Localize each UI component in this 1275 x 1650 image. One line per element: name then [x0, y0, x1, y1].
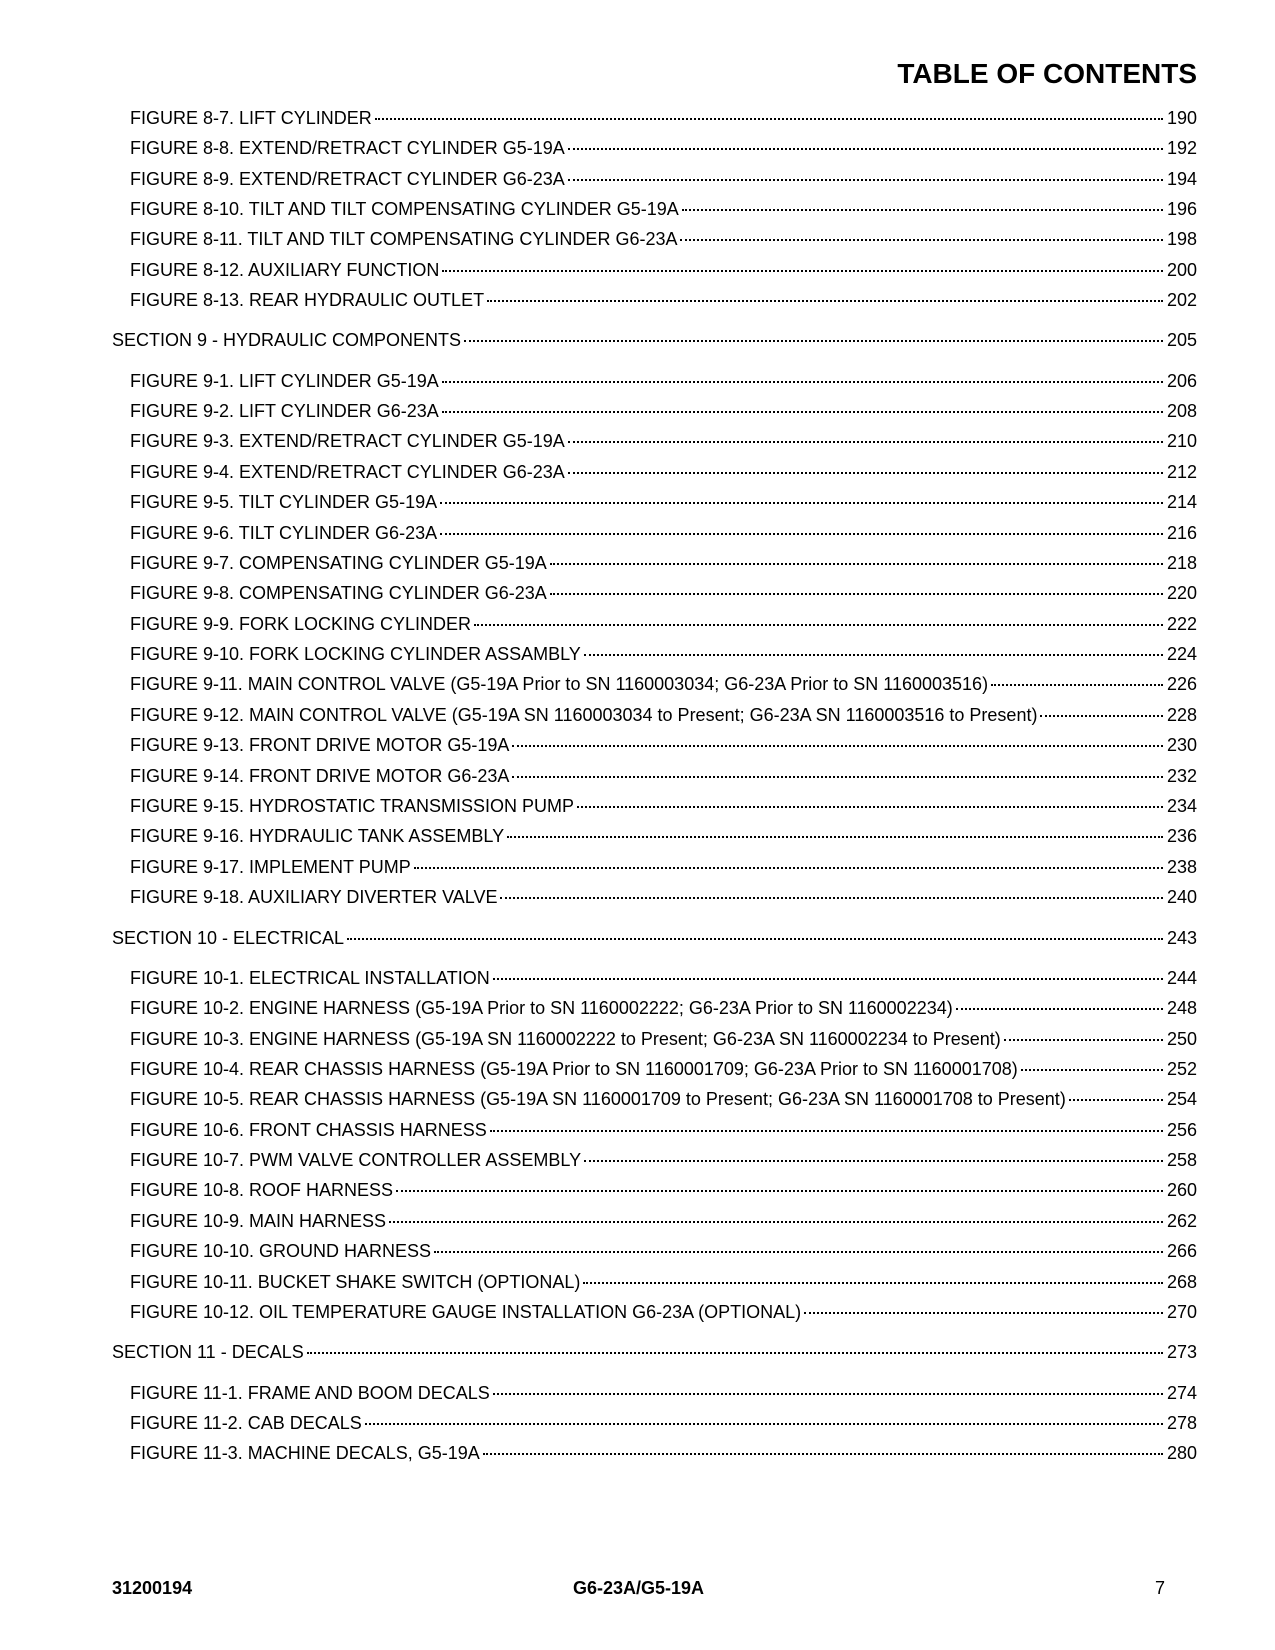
- toc-entry-page: 198: [1166, 229, 1197, 249]
- toc-figure-entry[interactable]: [0, 399, 1197, 423]
- toc-entry-page: 273: [1166, 1342, 1197, 1362]
- toc-figure-entry[interactable]: [0, 966, 1197, 990]
- dot-leader: [1021, 1069, 1163, 1071]
- dot-leader: [414, 867, 1163, 869]
- dot-leader: [568, 179, 1163, 181]
- toc-entry-label: FIGURE 8-12. AUXILIARY FUNCTION: [130, 260, 440, 280]
- toc-entry-page: 234: [1166, 796, 1197, 816]
- dot-leader: [568, 441, 1163, 443]
- toc-figure-entry[interactable]: [0, 1381, 1197, 1405]
- toc-entry-label: FIGURE 9-10. FORK LOCKING CYLINDER ASSAMBLY: [130, 644, 581, 664]
- toc-entry-label: FIGURE 9-12. MAIN CONTROL VALVE (G5-19A SN 1160003034 to Present; G6-23A SN 1160003516 to Present): [130, 705, 1038, 725]
- toc-figure-entry[interactable]: [0, 764, 1197, 788]
- model-name: G6-23A/G5-19A: [572, 1578, 705, 1598]
- toc-entry-label: FIGURE 8-11. TILT AND TILT COMPENSATING CYLINDER G6-23A: [130, 229, 678, 249]
- toc-entry-label: FIGURE 10-12. OIL TEMPERATURE GAUGE INSTALLATION G6-23A (OPTIONAL): [130, 1302, 802, 1322]
- dot-leader: [550, 593, 1163, 595]
- toc-entry-label: FIGURE 9-13. FRONT DRIVE MOTOR G5-19A: [130, 735, 510, 755]
- toc-entry-label: FIGURE 9-8. COMPENSATING CYLINDER G6-23A: [130, 583, 547, 603]
- dot-leader: [493, 1393, 1163, 1395]
- toc-entry-page: 222: [1166, 614, 1197, 634]
- toc-figure-entry[interactable]: [0, 794, 1197, 818]
- toc-entry-label: FIGURE 10-3. ENGINE HARNESS (G5-19A SN 1160002222 to Present; G6-23A SN 1160002234 to Present): [130, 1029, 1001, 1049]
- toc-figure-entry[interactable]: [0, 197, 1197, 221]
- toc-entry-label: FIGURE 9-16. HYDRAULIC TANK ASSEMBLY: [130, 826, 505, 846]
- dot-leader: [442, 270, 1163, 272]
- toc-entry-page: 214: [1166, 492, 1197, 512]
- dot-leader: [680, 239, 1162, 241]
- toc-entry-page: 250: [1166, 1029, 1197, 1049]
- dot-leader: [442, 411, 1163, 413]
- toc-entry-label: FIGURE 8-10. TILT AND TILT COMPENSATING CYLINDER G5-19A: [130, 199, 679, 219]
- toc-entry-label: FIGURE 10-5. REAR CHASSIS HARNESS (G5-19A SN 1160001709 to Present; G6-23A SN 1160001708 to Present): [130, 1089, 1066, 1109]
- toc-figure-entry[interactable]: [0, 1057, 1197, 1081]
- dot-leader: [1069, 1099, 1163, 1101]
- toc-entry-label: FIGURE 10-6. FRONT CHASSIS HARNESS: [130, 1120, 487, 1140]
- dot-leader: [804, 1312, 1163, 1314]
- toc-figure-entry[interactable]: [0, 1441, 1197, 1465]
- toc-entry-label: SECTION 9 - HYDRAULIC COMPONENTS: [112, 330, 462, 350]
- toc-entry-page: 200: [1166, 260, 1197, 280]
- dot-leader: [487, 300, 1163, 302]
- page-title: TABLE OF CONTENTS: [897, 58, 1197, 89]
- toc-entry-label: FIGURE 10-8. ROOF HARNESS: [130, 1180, 394, 1200]
- dot-leader: [389, 1221, 1163, 1223]
- toc-entry-page: 224: [1166, 644, 1197, 664]
- toc-figure-entry[interactable]: [0, 672, 1197, 696]
- toc-entry-page: 196: [1166, 199, 1197, 219]
- toc-section-entry[interactable]: [0, 1340, 1197, 1364]
- dot-leader: [584, 1160, 1163, 1162]
- toc-entry-page: 266: [1166, 1241, 1197, 1261]
- toc-entry-label: FIGURE 11-2. CAB DECALS: [130, 1413, 362, 1433]
- toc-entry-page: 218: [1166, 553, 1197, 573]
- toc-entry-label: FIGURE 9-17. IMPLEMENT PUMP: [130, 857, 411, 877]
- toc-entry-label: FIGURE 9-18. AUXILIARY DIVERTER VALVE: [130, 887, 498, 907]
- toc-entry-page: 192: [1166, 138, 1197, 158]
- toc-entry-label: FIGURE 10-10. GROUND HARNESS: [130, 1241, 432, 1261]
- toc-figure-entry[interactable]: [0, 429, 1197, 453]
- toc-entry-label: SECTION 10 - ELECTRICAL: [112, 928, 345, 948]
- toc-entry-page: 238: [1166, 857, 1197, 877]
- toc-entry-label: FIGURE 9-14. FRONT DRIVE MOTOR G6-23A: [130, 766, 510, 786]
- toc-figure-entry[interactable]: [0, 258, 1197, 282]
- toc-entry-page: 270: [1166, 1302, 1197, 1322]
- toc-figure-entry[interactable]: [0, 521, 1197, 545]
- toc-entry-page: 208: [1166, 401, 1197, 421]
- toc-entry-page: 278: [1166, 1413, 1197, 1433]
- toc-figure-entry[interactable]: [0, 642, 1197, 666]
- toc-figure-entry[interactable]: [0, 167, 1197, 191]
- toc-entry-label: FIGURE 9-9. FORK LOCKING CYLINDER: [130, 614, 472, 634]
- toc-entry-page: 226: [1166, 674, 1197, 694]
- toc-entry-page: 280: [1166, 1443, 1197, 1463]
- dot-leader: [396, 1190, 1163, 1192]
- toc-figure-entry[interactable]: [0, 855, 1197, 879]
- toc-figure-entry[interactable]: [0, 703, 1197, 727]
- dot-leader: [490, 1130, 1163, 1132]
- page-number: 7: [1154, 1578, 1165, 1598]
- dot-leader: [577, 806, 1163, 808]
- dot-leader: [991, 684, 1163, 686]
- toc-entry-label: FIGURE 9-2. LIFT CYLINDER G6-23A: [130, 401, 439, 421]
- toc-entry-page: 262: [1166, 1211, 1197, 1231]
- toc-entry-label: FIGURE 10-7. PWM VALVE CONTROLLER ASSEMBLY: [130, 1150, 582, 1170]
- toc-entry-label: FIGURE 9-6. TILT CYLINDER G6-23A: [130, 523, 438, 543]
- toc-entry-page: 243: [1166, 928, 1197, 948]
- dot-leader: [483, 1453, 1163, 1455]
- toc-entry-label: SECTION 11 - DECALS: [112, 1342, 304, 1362]
- toc-figure-entry[interactable]: [0, 369, 1197, 393]
- dot-leader: [507, 836, 1163, 838]
- toc-entry-label: FIGURE 9-5. TILT CYLINDER G5-19A: [130, 492, 438, 512]
- dot-leader: [365, 1423, 1163, 1425]
- toc-figure-entry[interactable]: [0, 1087, 1197, 1111]
- toc-entry-page: 240: [1166, 887, 1197, 907]
- dot-leader: [434, 1251, 1163, 1253]
- dot-leader: [568, 472, 1163, 474]
- doc-number: 31200194: [112, 1578, 193, 1598]
- toc-entry-label: FIGURE 9-7. COMPENSATING CYLINDER G5-19A: [130, 553, 547, 573]
- toc-figure-entry[interactable]: [0, 136, 1197, 160]
- toc-figure-entry[interactable]: [0, 1209, 1197, 1233]
- toc-entry-page: 268: [1166, 1272, 1197, 1292]
- dot-leader: [500, 897, 1162, 899]
- toc-entry-label: FIGURE 10-2. ENGINE HARNESS (G5-19A Prior to SN 1160002222; G6-23A Prior to SN 1160002234): [130, 998, 953, 1018]
- dot-leader: [583, 1282, 1163, 1284]
- toc-entry-page: 232: [1166, 766, 1197, 786]
- dot-leader: [568, 148, 1163, 150]
- toc-entry-label: FIGURE 9-1. LIFT CYLINDER G5-19A: [130, 371, 439, 391]
- toc-entry-page: 205: [1166, 330, 1197, 350]
- toc-entry-label: FIGURE 10-9. MAIN HARNESS: [130, 1211, 387, 1231]
- toc-entry-page: 202: [1166, 290, 1197, 310]
- toc-entry-label: FIGURE 10-4. REAR CHASSIS HARNESS (G5-19A Prior to SN 1160001709; G6-23A Prior to SN 1160001708): [130, 1059, 1018, 1079]
- dot-leader: [682, 209, 1163, 211]
- toc-entry-label: FIGURE 9-11. MAIN CONTROL VALVE (G5-19A Prior to SN 1160003034; G6-23A Prior to SN 1160003516): [130, 674, 989, 694]
- toc-entry-label: FIGURE 9-15. HYDROSTATIC TRANSMISSION PUMP: [130, 796, 575, 816]
- toc-entry-label: FIGURE 9-3. EXTEND/RETRACT CYLINDER G5-19A: [130, 431, 565, 451]
- toc-entry-page: 212: [1166, 462, 1197, 482]
- dot-leader: [464, 340, 1163, 342]
- dot-leader: [375, 118, 1163, 120]
- toc-figure-entry[interactable]: [0, 1178, 1197, 1202]
- dot-leader: [956, 1008, 1163, 1010]
- toc-figure-entry[interactable]: [0, 581, 1197, 605]
- dot-leader: [512, 776, 1163, 778]
- toc-figure-entry[interactable]: [0, 106, 1197, 130]
- toc-entry-page: 274: [1166, 1383, 1197, 1403]
- toc-figure-entry[interactable]: [0, 612, 1197, 636]
- toc-section-entry[interactable]: [0, 926, 1197, 950]
- dot-leader: [440, 502, 1163, 504]
- toc-figure-entry[interactable]: [0, 885, 1197, 909]
- dot-leader: [550, 563, 1163, 565]
- toc-figure-entry[interactable]: [0, 1300, 1197, 1324]
- toc-entry-label: FIGURE 8-7. LIFT CYLINDER: [130, 108, 372, 128]
- dot-leader: [512, 745, 1163, 747]
- toc-entry-label: FIGURE 8-13. REAR HYDRAULIC OUTLET: [130, 290, 485, 310]
- toc-figure-entry[interactable]: [0, 1118, 1197, 1142]
- dot-leader: [442, 381, 1163, 383]
- toc-entry-label: FIGURE 9-4. EXTEND/RETRACT CYLINDER G6-23A: [130, 462, 565, 482]
- toc-entry-page: 254: [1166, 1089, 1197, 1109]
- toc-entry-page: 194: [1166, 169, 1197, 189]
- toc-entry-page: 252: [1166, 1059, 1197, 1079]
- toc-figure-entry[interactable]: [0, 288, 1197, 312]
- dot-leader: [474, 624, 1163, 626]
- dot-leader: [1040, 715, 1163, 717]
- toc-entry-page: 190: [1166, 108, 1197, 128]
- toc-figure-entry[interactable]: [0, 490, 1197, 514]
- toc-entry-page: 216: [1166, 523, 1197, 543]
- toc-figure-entry[interactable]: [0, 460, 1197, 484]
- toc-entry-page: 256: [1166, 1120, 1197, 1140]
- toc-figure-entry[interactable]: [0, 1239, 1197, 1263]
- dot-leader: [1004, 1039, 1163, 1041]
- toc-figure-entry[interactable]: [0, 1270, 1197, 1294]
- toc-figure-entry[interactable]: [0, 824, 1197, 848]
- toc-entry-page: 220: [1166, 583, 1197, 603]
- dot-leader: [584, 654, 1163, 656]
- toc-entry-page: 248: [1166, 998, 1197, 1018]
- toc-figure-entry[interactable]: [0, 1411, 1197, 1435]
- dot-leader: [307, 1352, 1163, 1354]
- dot-leader: [347, 938, 1163, 940]
- toc-entry-page: 236: [1166, 826, 1197, 846]
- toc-section-entry[interactable]: [0, 328, 1197, 352]
- dot-leader: [493, 978, 1163, 980]
- toc-entry-page: 230: [1166, 735, 1197, 755]
- toc-figure-entry[interactable]: [0, 227, 1197, 251]
- toc-entry-page: 206: [1166, 371, 1197, 391]
- toc-entry-page: 260: [1166, 1180, 1197, 1200]
- toc-figure-entry[interactable]: [0, 1148, 1197, 1172]
- dot-leader: [440, 533, 1163, 535]
- toc-entry-page: 228: [1166, 705, 1197, 725]
- page-footer: [112, 1578, 1165, 1602]
- toc-entry-page: 210: [1166, 431, 1197, 451]
- toc-figure-entry[interactable]: [0, 1027, 1197, 1051]
- toc-entry-label: FIGURE 8-9. EXTEND/RETRACT CYLINDER G6-23A: [130, 169, 565, 189]
- toc-entry-label: FIGURE 11-1. FRAME AND BOOM DECALS: [130, 1383, 490, 1403]
- toc-figure-entry[interactable]: [0, 733, 1197, 757]
- toc-figure-entry[interactable]: [0, 551, 1197, 575]
- toc-figure-entry[interactable]: [0, 996, 1197, 1020]
- toc-entry-page: 244: [1166, 968, 1197, 988]
- toc-entry-label: FIGURE 10-11. BUCKET SHAKE SWITCH (OPTIONAL): [130, 1272, 581, 1292]
- toc-entry-label: FIGURE 10-1. ELECTRICAL INSTALLATION: [130, 968, 490, 988]
- toc-entry-label: FIGURE 8-8. EXTEND/RETRACT CYLINDER G5-19A: [130, 138, 565, 158]
- toc-entry-label: FIGURE 11-3. MACHINE DECALS, G5-19A: [130, 1443, 480, 1463]
- toc-entry-page: 258: [1166, 1150, 1197, 1170]
